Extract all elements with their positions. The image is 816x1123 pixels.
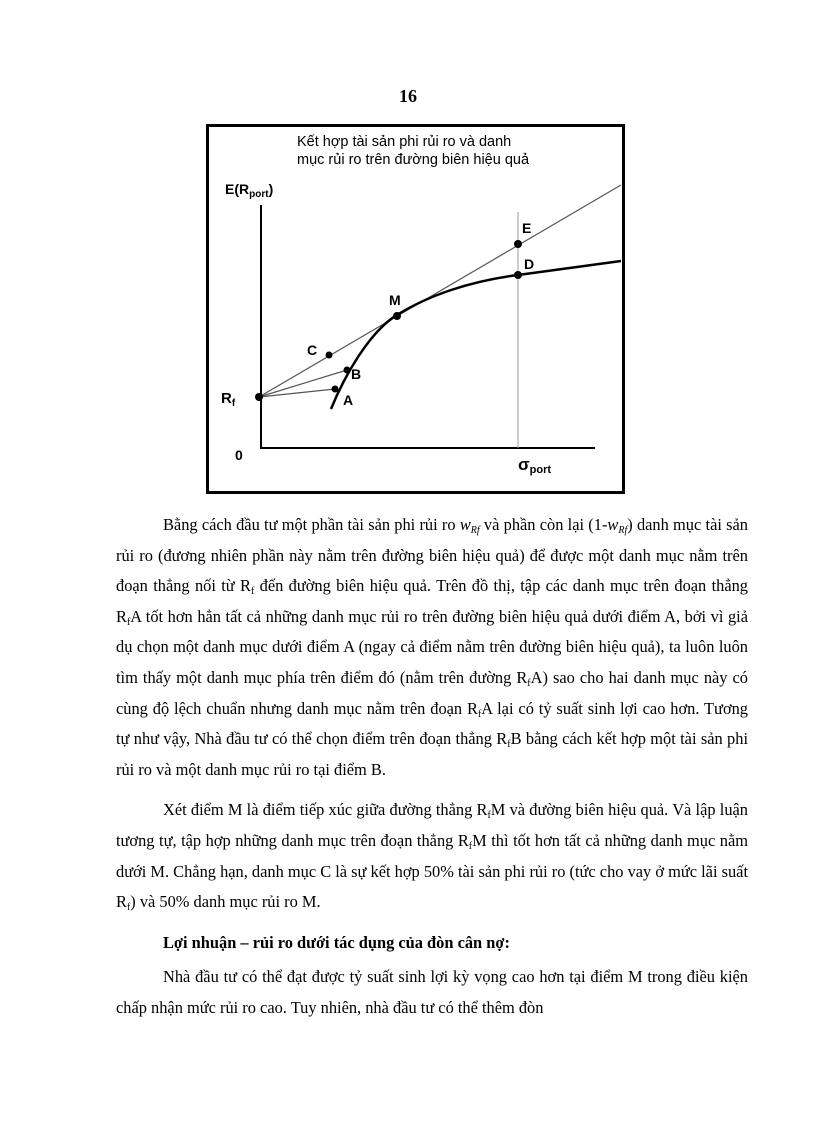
body-text: [116, 510, 748, 1024]
label-a: A: [343, 392, 354, 408]
point-b: [344, 367, 351, 374]
label-c: C: [307, 342, 318, 358]
label-m: M: [389, 292, 401, 308]
label-b: B: [351, 366, 362, 382]
paragraph-3: Nhà đầu tư có thể đạt được tỷ suất sinh lợi kỳ vọng cao hơn tại điểm M trong điều kiện chấp nhận mức rủi ro cao. Tuy nhiên, nhà đầu tư có thể thêm đòn: [116, 967, 748, 1017]
page-number: 16: [399, 86, 417, 106]
section-heading: Lợi nhuận – rủi ro dưới tác dụng của đòn cân nợ:: [163, 932, 510, 952]
efficient-frontier-curve: [331, 261, 621, 409]
paragraph-2: Xét điểm M là điểm tiếp xúc giữa đường thẳng $R_fM$ và đường biên hiệu quả. Và lập luận tương tự, tập hợp những danh mục trên đoạn thẳng $R_fM$ thì tốt hơn tất cả những danh mục nằm dưới M. Chẳng hạn, danh mục C là sự kết hợp 50% tài sản phi rủi ro (tức cho vay ở mức lãi suất $R_f$) và 50% danh mục rủi ro M.: [116, 800, 748, 914]
x-axis-label: σport: [518, 455, 552, 476]
figure-title-line2: mục rủi ro trên đường biên hiệu quả: [297, 152, 530, 168]
point-m: [393, 312, 401, 320]
line-rf-m: [259, 185, 621, 397]
point-d: [514, 271, 522, 279]
y-axis-label: $E(R_{port})$: [225, 181, 274, 200]
label-e: E: [522, 220, 532, 236]
label-d: D: [524, 256, 535, 272]
figure-canvas: [209, 127, 622, 491]
rf-point: [255, 393, 263, 401]
origin-label: 0: [235, 447, 243, 463]
paragraph-1: Bằng cách đầu tư một phần tài sản phi rủi ro $w_{Rf}$ và phần còn lại $(1-w_{Rf})$ danh mục tài sản rủi ro (đương nhiên phần này nằm trên đường biên hiệu quả) để được một danh mục nằm trên đoạn thẳng nối từ $R_f$ đến đường biên hiệu quả. Trên đồ thị, tập các danh mục trên đoạn thẳng $R_fA$ tốt hơn hẳn tất cả những danh mục rủi ro trên đường biên hiệu quả dưới điểm A, bởi vì giả dụ chọn một danh mục dưới điểm A (ngay cả điểm nằm trên đường biên hiệu quả), ta luôn luôn tìm thấy một danh mục phía trên điểm đó (nằm trên đường $R_fA$) sao cho hai danh mục này có cùng độ lệch chuẩn nhưng danh mục nằm trên đoạn $R_fA$ lại có tỷ suất sinh lợi cao hơn. Tương tự như vậy, Nhà đầu tư có thể chọn điểm trên đoạn thẳng $R_fB$ bằng cách kết hợp một tài sản phi rủi ro và một danh mục rủi ro tại điểm B.: [116, 515, 749, 779]
point-a: [332, 386, 339, 393]
point-c: [326, 352, 333, 359]
point-e: [514, 240, 522, 248]
efficient-frontier-figure: [206, 124, 625, 494]
figure-title-line1: Kết hợp tài sản phi rủi ro và danh: [297, 134, 512, 150]
rf-label: $R_f$: [221, 390, 236, 409]
